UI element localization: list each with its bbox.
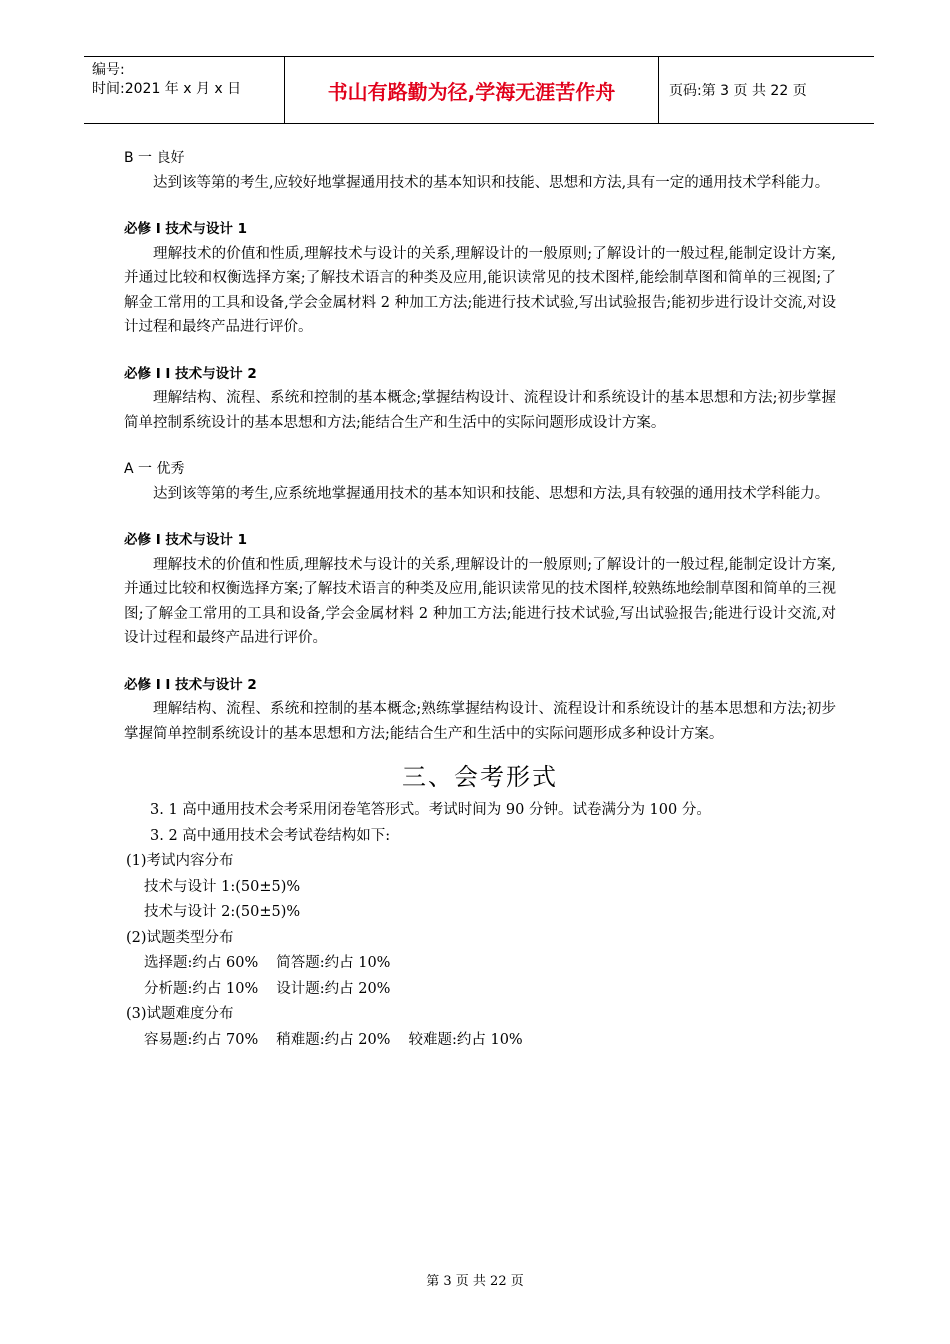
question-type-row-2 [124,977,836,1003]
grade-b-module2-title: 必修 I I 技术与设计 2 [124,365,257,382]
analysis-question-share: 分析题:约占 10% [144,980,259,997]
grade-a-title: A 一 优秀 [124,461,185,477]
content-distribution-1: 技术与设计 1:(50±5)% [144,878,301,895]
difficulty-row [124,1028,836,1054]
header-meta [84,57,285,123]
grade-b-description: 达到该等第的考生,应较好地掌握通用技术的基本知识和技能、思想和方法,具有一定的通用技术学科能力。 [153,174,830,191]
grade-b-title: B 一 良好 [124,150,185,166]
number-label: 编号: [92,62,125,78]
difficulty-heading: (3)试题难度分布 [126,1006,234,1022]
header-page-number: 页码:第 3 页 共 22 页 [669,83,807,99]
grade-a-module1-title: 必修 I 技术与设计 1 [124,532,248,548]
medium-share: 稍难题:约占 20% [276,1031,391,1048]
document-body [124,146,836,1053]
question-type-heading: (2)试题类型分布 [126,929,234,946]
page-header [84,56,874,124]
question-type-row-1 [124,951,836,977]
time-label: 时间:2021 年 x 月 x 日 [92,81,242,97]
section-title: 三、会考形式 [402,763,558,791]
design-question-share: 设计题:约占 20% [276,980,391,997]
grade-b-module1-text: 理解技术的价值和性质,理解技术与设计的关系,理解设计的一般原则;了解设计的一般过程,能制定设计方案,并通过比较和权衡选择方案;了解技术语言的种类及应用,能识读常见的技术图样,能绘制草图和简单的三视图;了解金工常用的工具和设备,学会金属材料 2 种加工方法;能进行技术试验,写出试验报告;能初步进行设计交流,对设计过程和最终产品进行评价。 [124,245,836,335]
easy-share: 容易题:约占 70% [144,1031,259,1048]
grade-a-module1-text: 理解技术的价值和性质,理解技术与设计的关系,理解设计的一般原则;了解设计的一般过程,能制定设计方案,并通过比较和权衡选择方案;了解技术语言的种类及应用,能识读常见的技术图样,较熟练地绘制草图和简单的三视图;了解金工常用的工具和设备,学会金属材料 2 种加工方法;能进行技术试验,写出试验报告;能进行设计交流,对设计过程和最终产品进行评价。 [124,556,836,646]
page-footer: 第 3 页 共 22 页 [426,1274,524,1289]
grade-a-description: 达到该等第的考生,应系统地掌握通用技术的基本知识和技能、思想和方法,具有较强的通用技术学科能力。 [153,485,830,502]
short-answer-share: 简答题:约占 10% [276,955,391,971]
grade-b-module2-text: 理解结构、流程、系统和控制的基本概念;掌握结构设计、流程设计和系统设计的基本思想和方法;初步掌握简单控制系统设计的基本思想和方法;能结合生产和生活中的实际问题形成设计方案。 [124,390,836,431]
hard-share: 较难题:约占 10% [408,1031,523,1048]
grade-a-module2-text: 理解结构、流程、系统和控制的基本概念;熟练掌握结构设计、流程设计和系统设计的基本思想和方法;初步掌握简单控制系统设计的基本思想和方法;能结合生产和生活中的实际问题形成多种设计方案。 [124,701,836,742]
grade-b-module1-title: 必修 I 技术与设计 1 [124,221,248,237]
choice-question-share: 选择题:约占 60% [144,955,259,971]
content-distribution-heading: (1)考试内容分布 [126,853,234,869]
exam-structure-item: 3. 2 高中通用技术会考试卷结构如下: [150,827,391,844]
grade-a-module2-title: 必修 I I 技术与设计 2 [124,676,257,693]
header-motto: 书山有路勤为径,学海无涯苦作舟 [285,57,659,123]
content-distribution-2: 技术与设计 2:(50±5)% [144,904,301,920]
exam-format-item: 3. 1 高中通用技术会考采用闭卷笔答形式。考试时间为 90 分钟。试卷满分为 100 分。 [150,802,711,818]
